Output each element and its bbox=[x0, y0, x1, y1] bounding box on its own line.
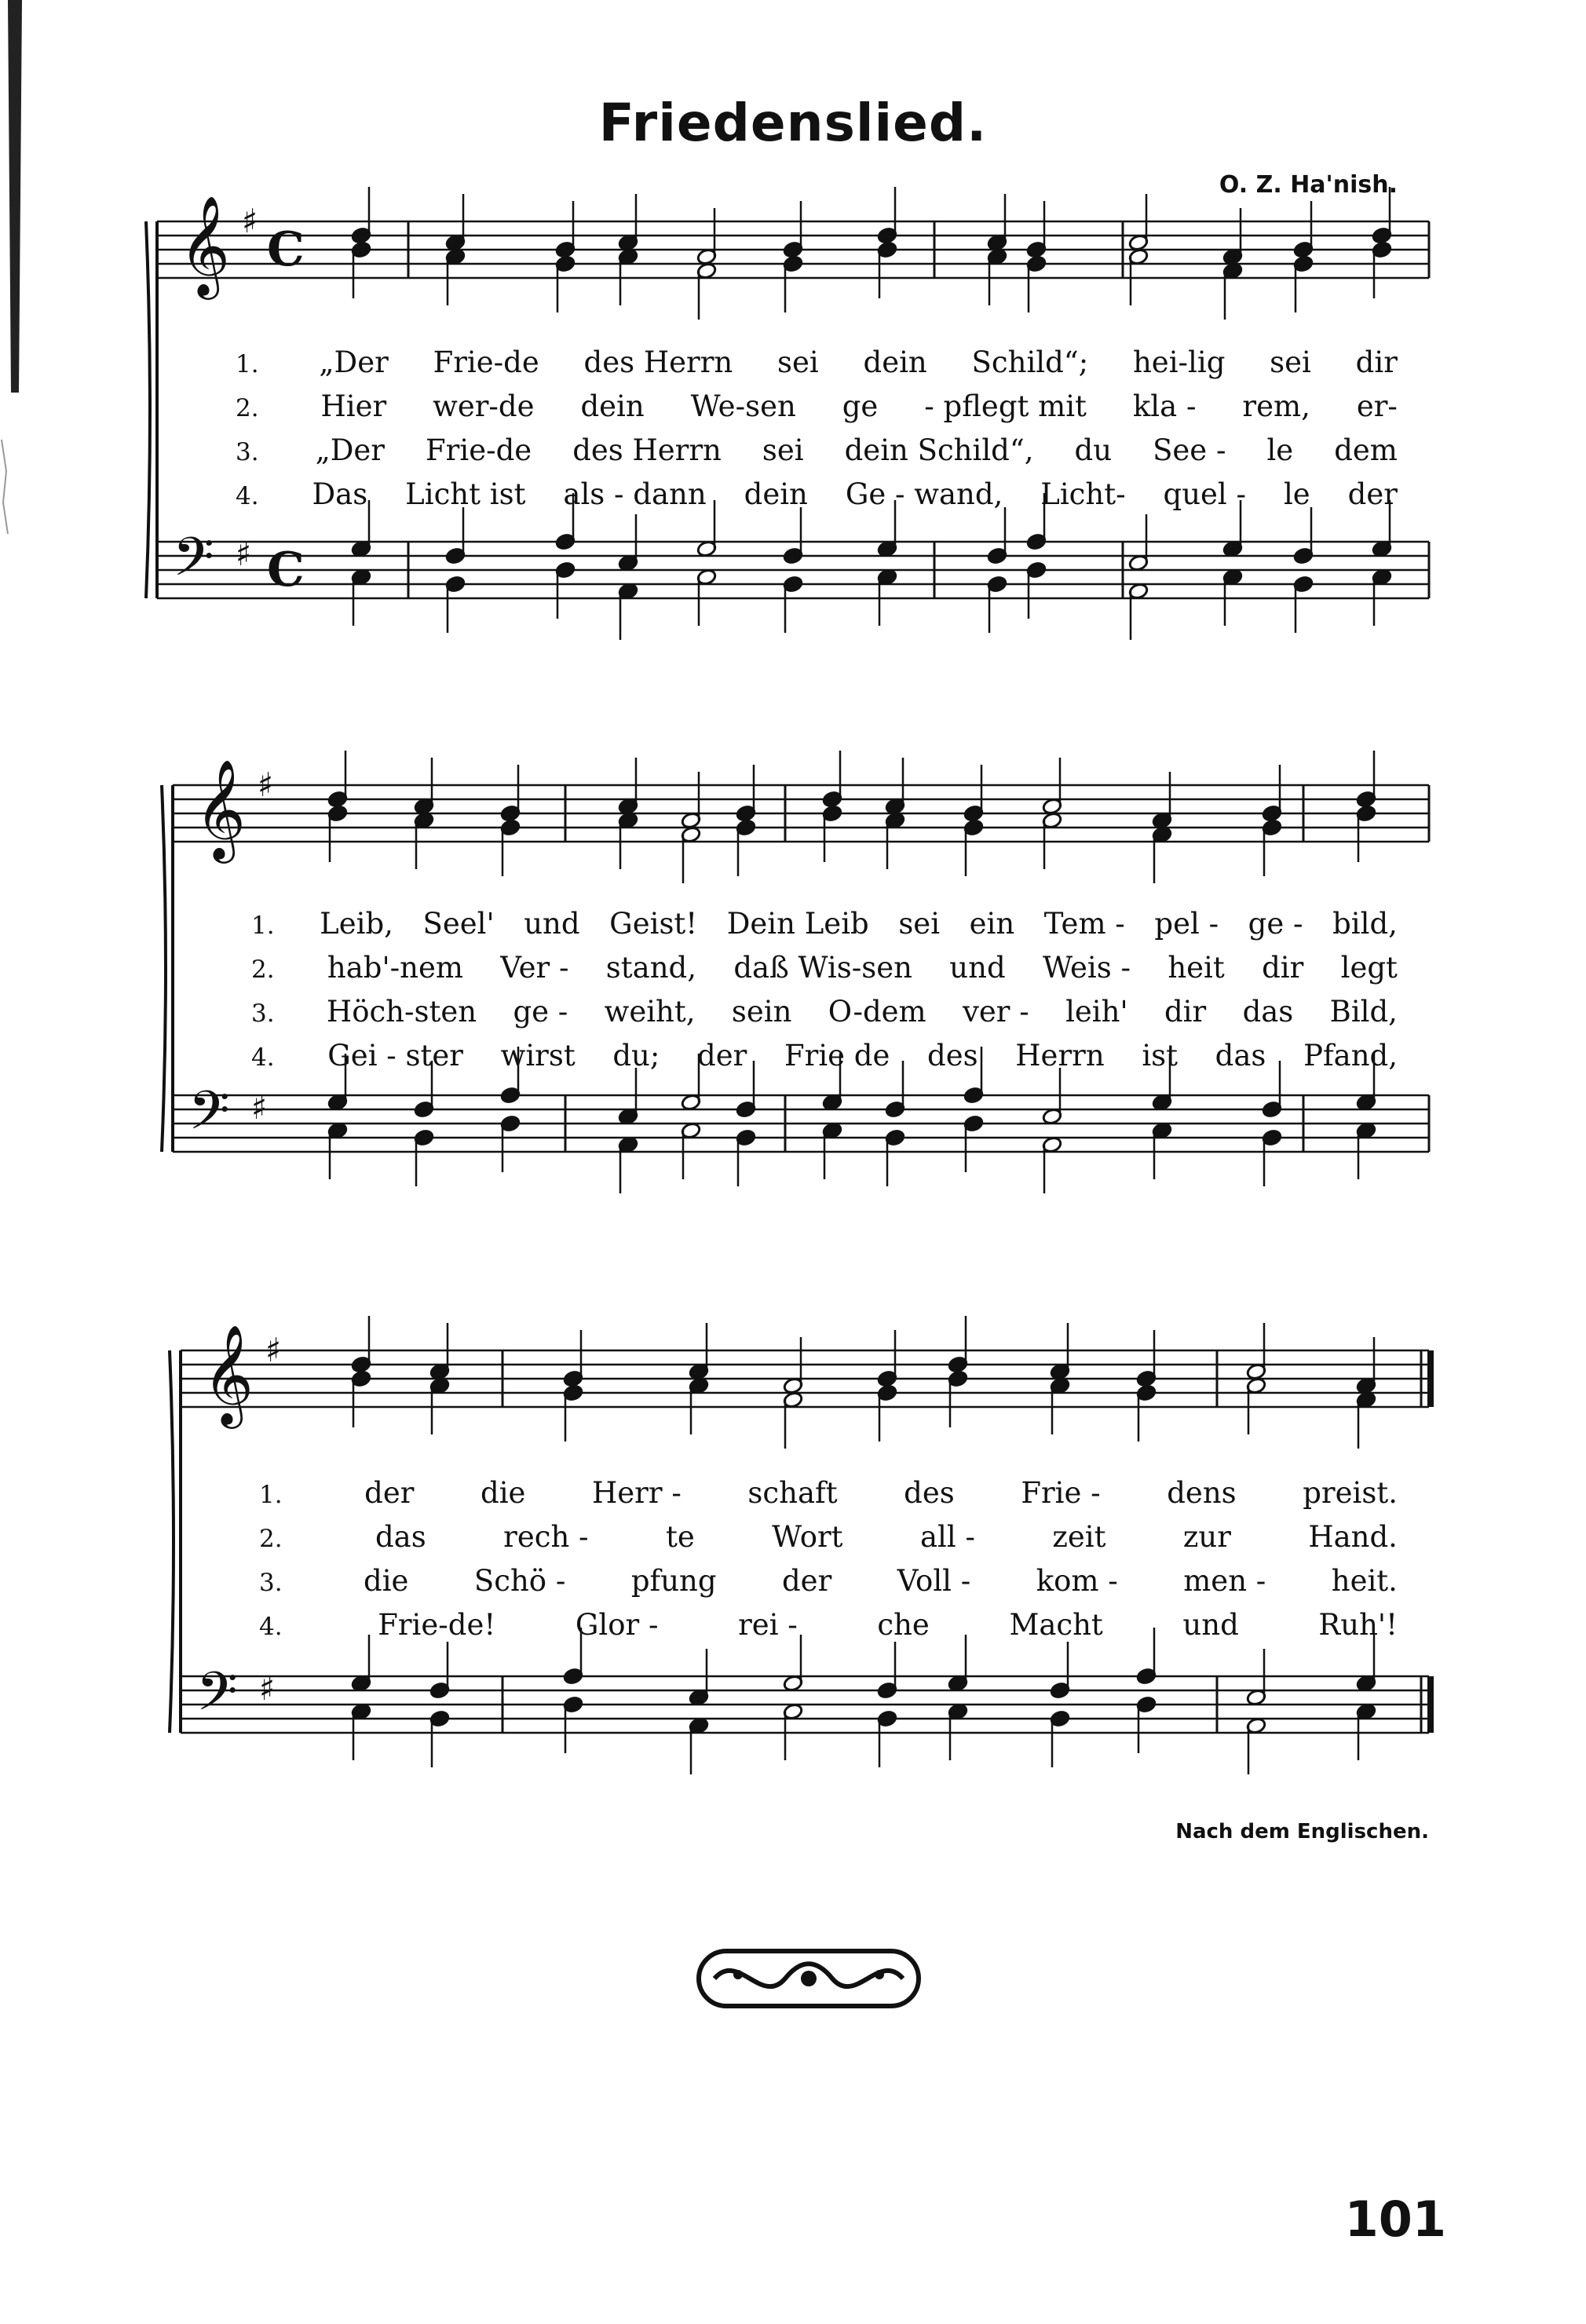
lyric-syllable: Frie de bbox=[784, 1039, 890, 1072]
composer-credit: O. Z. Ha'nish. bbox=[1219, 171, 1398, 199]
lyric-syllable: stand, bbox=[605, 951, 696, 985]
lyric-syllable: dens bbox=[1167, 1476, 1237, 1510]
verse-line bbox=[251, 907, 1398, 941]
verse-line bbox=[236, 345, 1398, 379]
bass-clef-icon: 𝄢 bbox=[173, 527, 214, 601]
lyric-syllable: Leib, bbox=[320, 907, 393, 941]
lyric-syllable: kom - bbox=[1036, 1564, 1118, 1598]
lyric-syllable: rem, bbox=[1242, 389, 1310, 423]
lyric-syllable: preist. bbox=[1303, 1476, 1398, 1510]
lyric-syllable: Weis - bbox=[1042, 951, 1131, 985]
lyric-syllable: quel - bbox=[1163, 477, 1247, 511]
verse-line bbox=[251, 995, 1398, 1029]
lyric-syllable: ist bbox=[1142, 1039, 1179, 1072]
lyric-syllable: dein bbox=[744, 477, 808, 511]
key-sharp-icon: ♯ bbox=[251, 1088, 268, 1127]
lyric-syllable: Höch-sten bbox=[326, 995, 477, 1029]
lyric-syllable: Frie-de bbox=[433, 345, 539, 379]
lyric-syllable: der bbox=[697, 1039, 747, 1072]
lyric-syllable: le bbox=[1266, 433, 1294, 467]
lyric-syllable: und bbox=[949, 951, 1006, 985]
key-sharp-icon: ♯ bbox=[258, 766, 274, 804]
verse-line bbox=[259, 1476, 1398, 1510]
verse-line bbox=[251, 1039, 1398, 1072]
verse-number: 4. bbox=[259, 1613, 283, 1641]
lyric-syllable: du bbox=[1074, 433, 1113, 467]
lyric-syllable: sein bbox=[731, 995, 792, 1029]
lyric-syllable: Seel' bbox=[422, 907, 495, 941]
lyric-syllable: das bbox=[1242, 995, 1294, 1029]
lyric-syllable: Herrn bbox=[1015, 1039, 1105, 1072]
lyric-syllable: bild, bbox=[1332, 907, 1398, 941]
lyric-syllable: dein bbox=[580, 389, 645, 423]
lyric-syllable: le bbox=[1283, 477, 1310, 511]
system-brace bbox=[146, 221, 150, 598]
lyric-syllable: Macht bbox=[1009, 1608, 1103, 1642]
verse-number: 1. bbox=[259, 1481, 283, 1509]
verse-number: 3. bbox=[259, 1569, 283, 1597]
lyric-syllable: Ge - wand, bbox=[845, 477, 1003, 511]
lyric-syllable: Bild, bbox=[1329, 995, 1398, 1029]
scroll-ornament-icon bbox=[691, 1943, 926, 2014]
lyric-syllable: ge - bbox=[1248, 907, 1303, 941]
lyric-syllable: O-dem bbox=[828, 995, 926, 1029]
lyric-syllable: des bbox=[927, 1039, 978, 1072]
lyric-syllable: men - bbox=[1183, 1564, 1266, 1598]
page-number: 101 bbox=[1344, 2191, 1446, 2248]
verse-number: 1. bbox=[251, 912, 275, 940]
lyric-syllable: sei bbox=[762, 433, 804, 467]
system-brace bbox=[162, 785, 166, 1152]
lyric-syllable: rech - bbox=[503, 1520, 589, 1554]
verse-number: 2. bbox=[251, 956, 275, 984]
lyric-syllable: sei bbox=[898, 907, 941, 941]
lyric-syllable: sei bbox=[1270, 345, 1311, 379]
lyric-syllable: ge - bbox=[513, 995, 568, 1029]
verse-number: 3. bbox=[236, 438, 259, 466]
lyric-syllable: des Herrn bbox=[583, 345, 733, 379]
lyric-syllable: Hier bbox=[320, 389, 387, 423]
verse-line bbox=[251, 951, 1398, 985]
lyric-syllable: „Der bbox=[315, 433, 385, 467]
lyric-syllable: Voll - bbox=[897, 1564, 971, 1598]
lyric-syllable: all - bbox=[919, 1520, 975, 1554]
lyric-syllable: Licht- bbox=[1040, 477, 1126, 511]
lyric-syllable: Schild“; bbox=[971, 345, 1089, 379]
lyric-syllable: Gei - ster bbox=[327, 1039, 463, 1072]
lyric-syllable: Tem - bbox=[1043, 907, 1125, 941]
lyric-syllable: dir bbox=[1355, 345, 1398, 379]
verse-line bbox=[259, 1564, 1398, 1598]
verse-number: 1. bbox=[236, 350, 259, 378]
bass-clef-icon: 𝄢 bbox=[188, 1080, 230, 1155]
lyric-syllable: Geist! bbox=[609, 907, 698, 941]
lyric-syllable: der bbox=[782, 1564, 832, 1598]
lyric-syllable: „Der bbox=[319, 345, 389, 379]
lyric-syllable: hei-lig bbox=[1132, 345, 1226, 379]
treble-clef-icon: 𝄞 bbox=[203, 1324, 254, 1424]
lyric-syllable: das bbox=[1215, 1039, 1266, 1072]
key-sharp-icon: ♯ bbox=[265, 1331, 282, 1369]
hymn-title: Friedenslied. bbox=[598, 93, 988, 153]
lyric-syllable: kla - bbox=[1132, 389, 1197, 423]
verse-number: 4. bbox=[251, 1043, 275, 1072]
lyric-syllable: dir bbox=[1262, 951, 1304, 985]
key-sharp-icon: ♯ bbox=[236, 535, 252, 573]
lyric-syllable: Ruh'! bbox=[1318, 1608, 1398, 1642]
verse-line bbox=[236, 477, 1398, 511]
lyric-syllable: Ver - bbox=[500, 951, 569, 985]
verse-number: 4. bbox=[236, 482, 259, 510]
lyric-syllable: heit. bbox=[1331, 1564, 1398, 1598]
lyric-syllable: Frie-de bbox=[426, 433, 532, 467]
lyric-syllable: daß Wis-sen bbox=[733, 951, 912, 985]
lyric-syllable: Pfand, bbox=[1303, 1039, 1398, 1072]
lyric-syllable: te bbox=[665, 1520, 695, 1554]
system-brace bbox=[170, 1350, 174, 1733]
lyric-syllable: legt bbox=[1340, 951, 1398, 985]
lyric-syllable: pfung bbox=[630, 1564, 717, 1598]
treble-clef-icon: 𝄞 bbox=[195, 758, 247, 859]
translation-note: Nach dem Englischen. bbox=[1175, 1820, 1429, 1843]
lyric-syllable: Das bbox=[312, 477, 368, 511]
lyric-syllable: als - dann bbox=[563, 477, 707, 511]
lyric-syllable: und bbox=[1182, 1608, 1239, 1642]
lyric-syllable: des Herrn bbox=[572, 433, 722, 467]
lyric-syllable: Dein Leib bbox=[726, 907, 869, 941]
lyric-syllable: dein Schild“, bbox=[844, 433, 1034, 467]
lyric-syllable: Glor - bbox=[575, 1608, 659, 1642]
lyric-syllable: dem bbox=[1334, 433, 1398, 467]
lyric-syllable: wirst bbox=[500, 1039, 576, 1072]
verse-line bbox=[236, 433, 1398, 467]
lyric-syllable: der bbox=[364, 1476, 415, 1510]
key-sharp-icon: ♯ bbox=[242, 202, 258, 240]
lyric-syllable: Herr - bbox=[592, 1476, 682, 1510]
treble-clef-icon: 𝄞 bbox=[179, 195, 231, 295]
lyric-syllable: sei bbox=[777, 345, 819, 379]
lyric-syllable: der bbox=[1347, 477, 1398, 511]
verse-number: 2. bbox=[259, 1525, 283, 1553]
lyric-syllable: Schö - bbox=[473, 1564, 566, 1598]
verse-number: 2. bbox=[236, 394, 259, 422]
lyric-syllable: Frie - bbox=[1021, 1476, 1101, 1510]
verse-line bbox=[259, 1520, 1398, 1554]
lyric-syllable: We-sen bbox=[690, 389, 796, 423]
lyric-syllable: dein bbox=[863, 345, 927, 379]
common-time-icon: C bbox=[267, 543, 305, 597]
lyric-syllable: rei - bbox=[738, 1608, 798, 1642]
lyric-syllable: ein bbox=[969, 907, 1015, 941]
lyric-syllable: Licht ist bbox=[405, 477, 526, 511]
lyric-syllable: dir bbox=[1164, 995, 1207, 1029]
lyric-syllable: ver - bbox=[962, 995, 1029, 1029]
lyric-syllable: Frie-de! bbox=[378, 1608, 496, 1642]
lyric-syllable: und bbox=[524, 907, 580, 941]
lyric-syllable: Hand. bbox=[1308, 1520, 1398, 1554]
lyric-syllable: - pflegt mit bbox=[924, 389, 1087, 423]
lyric-syllable: Wort bbox=[772, 1520, 843, 1554]
lyric-syllable: die bbox=[364, 1564, 409, 1598]
lyric-syllable: che bbox=[877, 1608, 930, 1642]
lyric-syllable: zeit bbox=[1052, 1520, 1106, 1554]
lyric-syllable: du; bbox=[612, 1039, 660, 1072]
common-time-icon: C bbox=[267, 222, 305, 277]
lyric-syllable: ge bbox=[842, 389, 879, 423]
lyric-syllable: pel - bbox=[1154, 907, 1219, 941]
bass-clef-icon: 𝄢 bbox=[196, 1661, 238, 1736]
verse-line bbox=[259, 1608, 1398, 1642]
lyric-syllable: das bbox=[375, 1520, 426, 1554]
lyric-syllable: schaft bbox=[747, 1476, 838, 1510]
lyric-syllable: zur bbox=[1182, 1520, 1231, 1554]
verse-line bbox=[236, 389, 1398, 423]
lyric-syllable: er- bbox=[1356, 389, 1398, 423]
lyric-syllable: wer-de bbox=[433, 389, 535, 423]
verse-number: 3. bbox=[251, 999, 275, 1028]
key-sharp-icon: ♯ bbox=[259, 1669, 276, 1708]
lyric-syllable: weiht, bbox=[604, 995, 696, 1029]
lyric-syllable: heit bbox=[1168, 951, 1225, 985]
lyric-syllable: die bbox=[481, 1476, 526, 1510]
lyric-syllable: des bbox=[904, 1476, 955, 1510]
lyric-syllable: leih' bbox=[1065, 995, 1128, 1029]
lyric-syllable: See - bbox=[1153, 433, 1226, 467]
lyric-syllable: hab'-nem bbox=[327, 951, 463, 985]
